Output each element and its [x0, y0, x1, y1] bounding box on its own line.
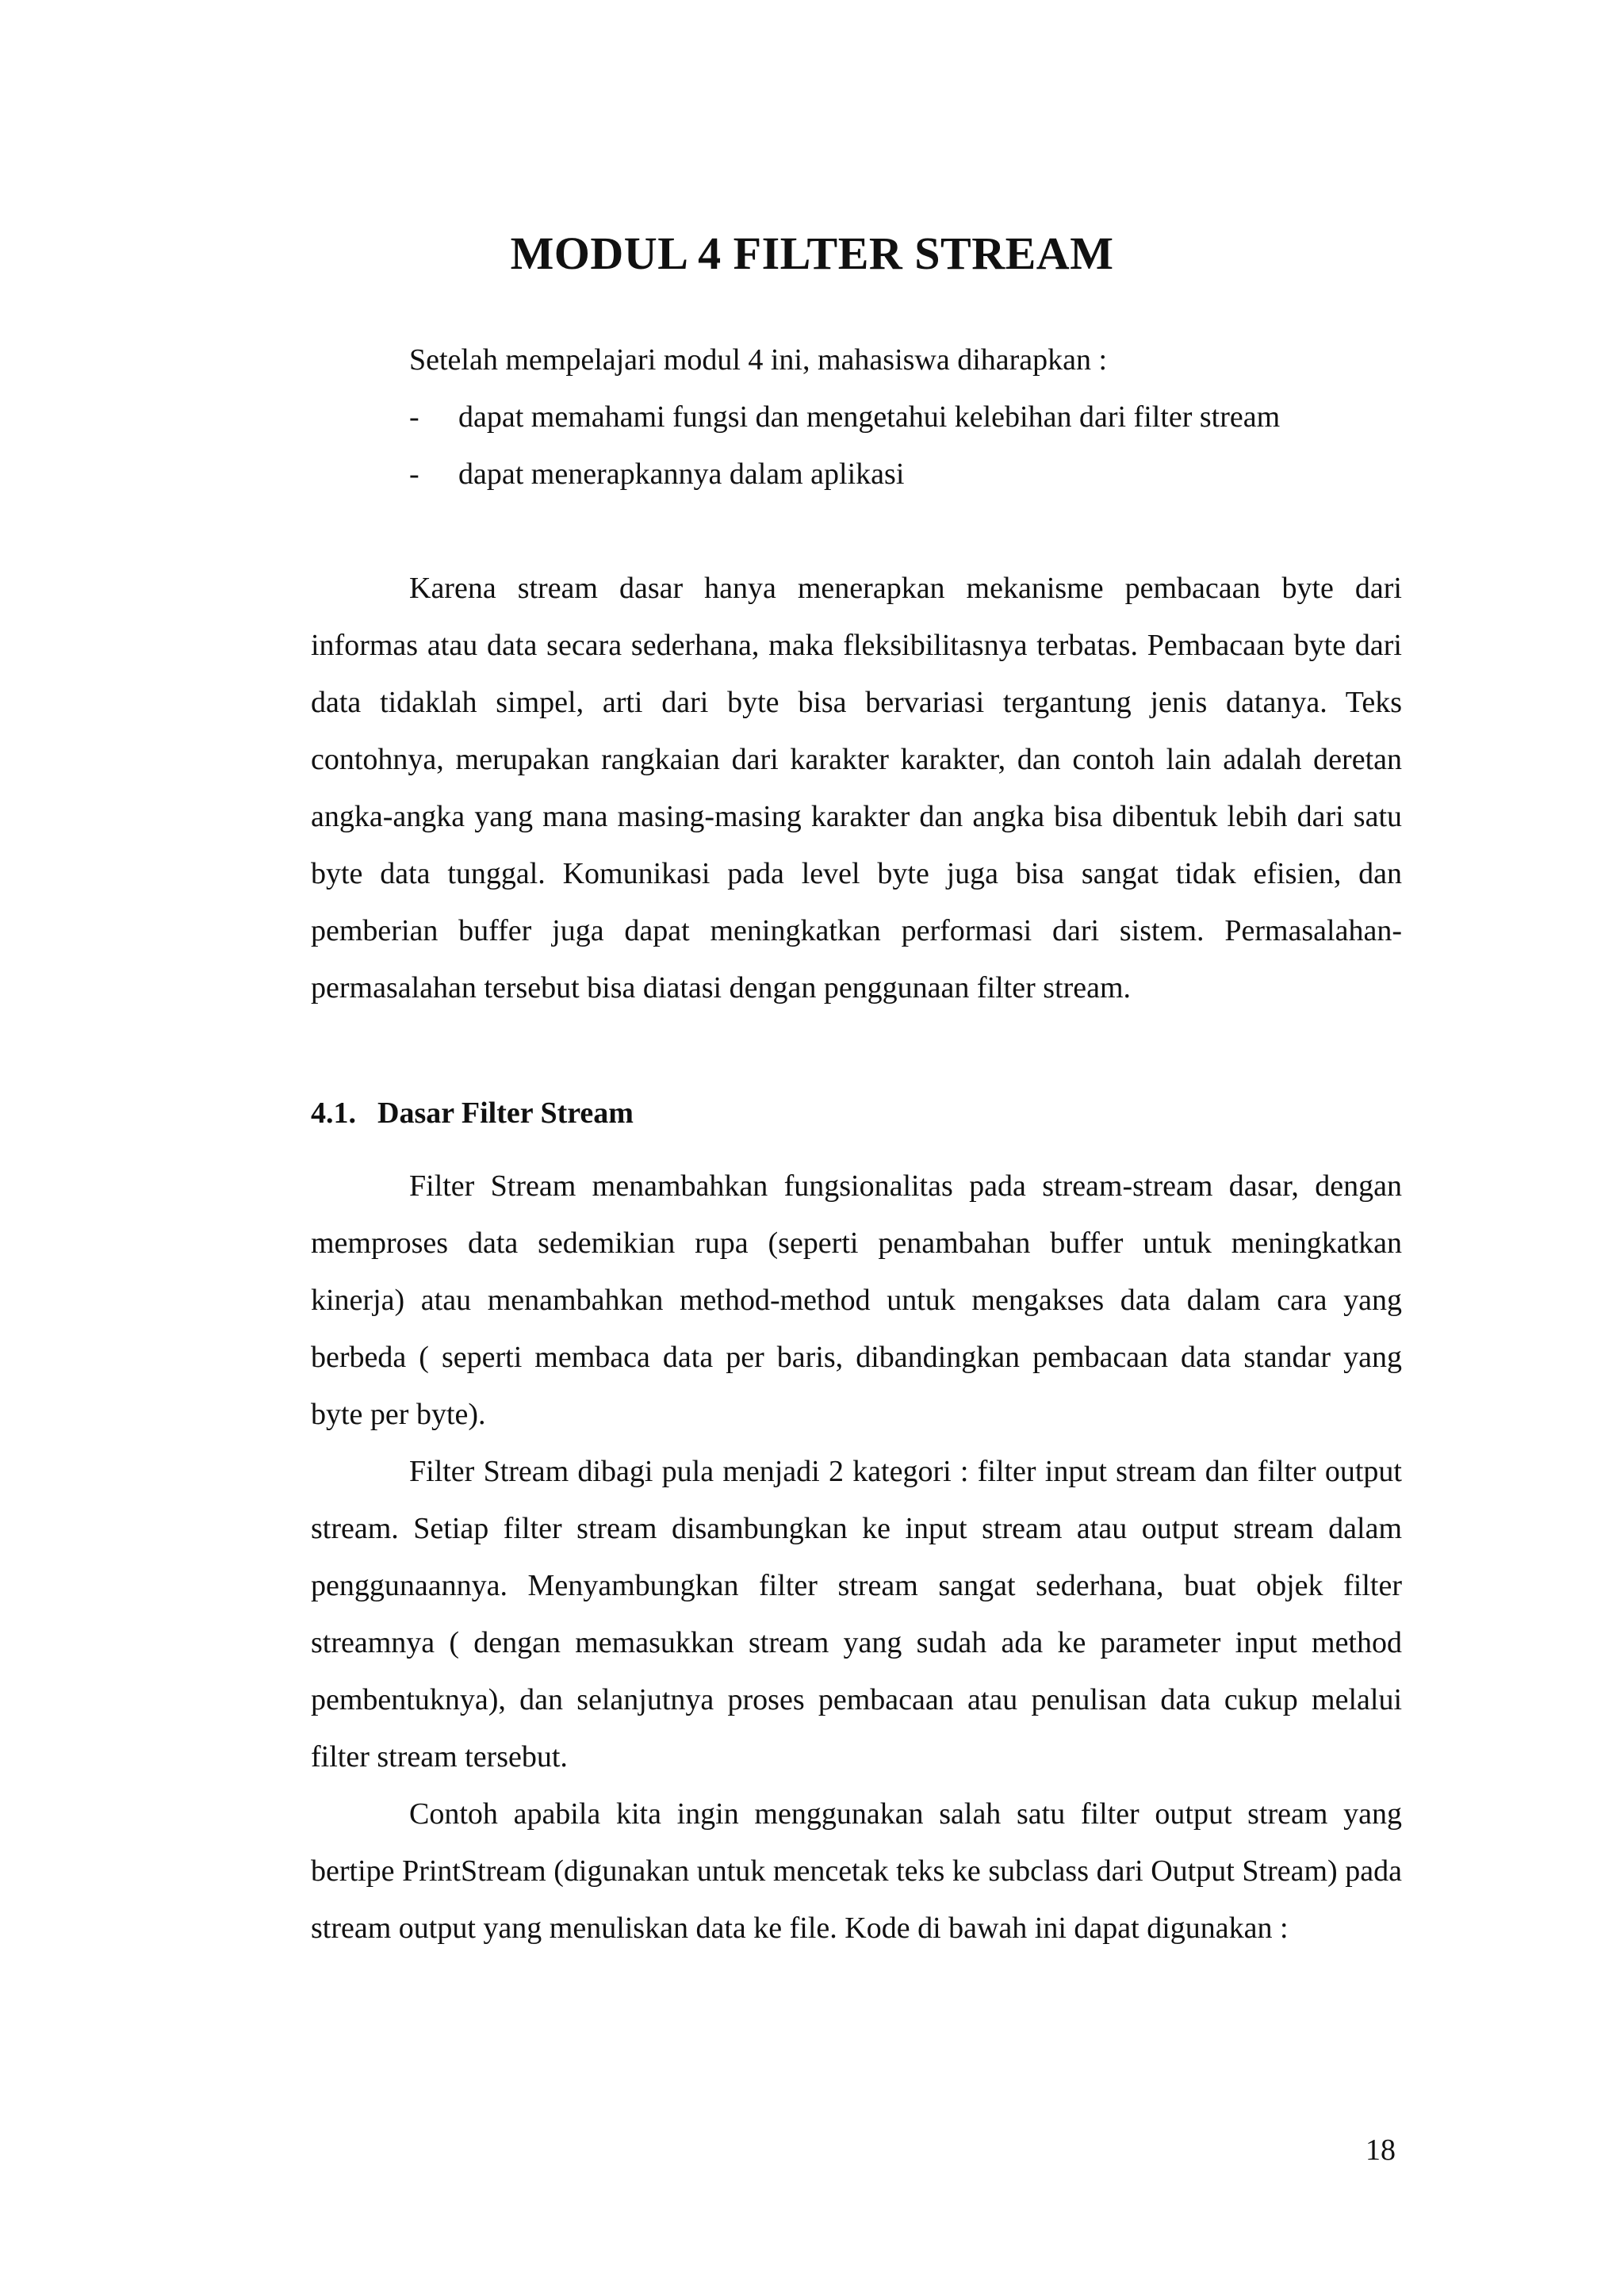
objective-item-text: dapat menerapkannya dalam aplikasi — [458, 457, 905, 491]
paragraph-categories: Filter Stream dibagi pula menjadi 2 kategori : filter input stream dan filter output stream. Setiap filter stream disambungkan ke input stream atau output stream dalam penggunaannya. Menyambungkan filter stream sangat sederhana, buat objek filter streamnya ( dengan memasukkan stream yang sudah ada ke parameter input method pembentuknya), dan selanjutnya proses pembacaan atau penulisan data cukup melalui filter stream tersebut. — [311, 1455, 1402, 1774]
paragraph-filter-stream: Filter Stream menambahkan fungsionalitas pada stream-stream dasar, dengan memproses data sedemikian rupa (seperti penambahan buffer untuk meningkatkan kinerja) atau menambahkan method-method untuk mengakses data dalam cara yang berbeda ( seperti membaca data per baris, dibandingkan pembacaan data standar yang byte per byte). — [311, 1169, 1402, 1431]
bullet-dash: - — [409, 457, 419, 491]
objectives-intro-text: Setelah mempelajari modul 4 ini, mahasiswa diharapkan : — [409, 343, 1108, 377]
objective-item — [409, 388, 1280, 446]
paragraph-example: Contoh apabila kita ingin menggunakan salah satu filter output stream yang bertipe PrintStream (digunakan untuk mencetak teks ke subclass dari Output Stream) pada stream output yang menuliskan data ke file. Kode di bawah ini dapat digunakan : — [311, 1797, 1402, 1945]
bullet-dash: - — [409, 400, 419, 434]
objectives-intro — [409, 331, 1280, 388]
section-heading — [311, 1085, 634, 1142]
objectives-block — [409, 331, 1280, 503]
page-number: 18 — [1365, 2133, 1396, 2167]
section-number: 4.1. — [311, 1096, 356, 1130]
paragraph-intro: Karena stream dasar hanya menerapkan mekanisme pembacaan byte dari informas atau data secara sederhana, maka fleksibilitasnya terbatas. Pembacaan byte dari data tidaklah simpel, arti dari byte bisa bervariasi tergantung jenis datanya. Teks contohnya, merupakan rangkaian dari karakter karakter, dan contoh lain adalah deretan angka-angka yang mana masing-masing karakter dan angka bisa dibentuk lebih dari satu byte data tunggal. Komunikasi pada level byte juga bisa sangat tidak efisien, dan pemberian buffer juga dapat meningkatkan performasi dari sistem. Permasalahan-permasalahan tersebut bisa diatasi dengan penggunaan filter stream. — [311, 572, 1402, 1004]
section-title: Dasar Filter Stream — [377, 1096, 634, 1130]
objective-item-text: dapat memahami fungsi dan mengetahui kelebihan dari filter stream — [458, 400, 1281, 434]
objective-item — [409, 446, 1280, 503]
page-title: MODUL 4 FILTER STREAM — [510, 228, 1114, 279]
